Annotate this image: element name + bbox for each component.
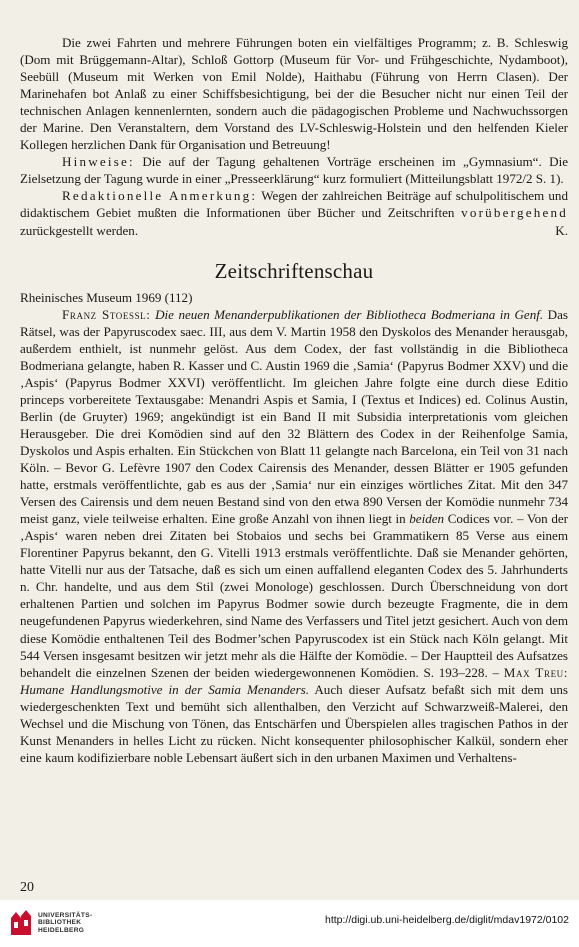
library-name-line-3: HEIDELBERG bbox=[38, 926, 85, 934]
editorial-spaced-word: vorübergehend bbox=[461, 205, 568, 221]
article-review bbox=[20, 306, 568, 766]
editorial-text-b: zurückgestellt werden. bbox=[20, 222, 139, 238]
editorial-text-a: Wegen der zahlreichen Beiträge auf schulpolitischem und didaktischem Gebiet mußten die Informationen über Bücher und Zeitschriften bbox=[20, 188, 568, 221]
title-humane-motives: Humane Handlungsmotive in der Samia Menanders. bbox=[20, 681, 309, 697]
title-menander-publications: Die neuen Menanderpublikationen der Bibliotheca Bodmeriana in Genf. bbox=[155, 306, 544, 322]
page-number: 20 bbox=[20, 880, 34, 895]
library-name-line-1: UNIVERSITÄTS- bbox=[38, 912, 93, 919]
emphasis-beiden: beiden bbox=[409, 511, 445, 527]
author-stoessl: Franz Stoessl: bbox=[62, 306, 151, 322]
review-body-2: Codices vor. – Von der ‚Aspis‘ waren neben drei Zitaten bei Stobaios und sechs bei Grammatikern 85 Verse aus einem Florentiner Papyrus bekannt, den G. Vitelli 1913 erstmals veröffentlichte. Daß sie Menander gehörten, hatte Vitelli nur aus der Tatsache, daß es sich um einen auffallend eleganten Codex des 5. Jahrhunderts n. Chr. handelte, und aus dem Stil (zwei Monologe) geschlossen. Durch Überschneidung von dort erhaltenen Partien und solchen im Papyrus Bodmer sowie durch bezeugte Fragmente, die in dem neugefundenen Papyrus wiederkehren, sind Name des Verfassers und Titel jetzt gesichert. Auch von dem diese Komödie enthaltenen Teil des Bodmer’schen Papyruscodex ist ein Stück nach Köln gelangt. Mit 544 Versen insgesamt besitzen wir jetzt mehr als die Hälfte der Komödie. – Der Hauptteil des Aufsatzes behandelt die einzelnen Szenen der beiden wiedergewonnenen Komödien. S. 193–228. – bbox=[20, 511, 568, 680]
author-treu: Max Treu: bbox=[503, 664, 569, 680]
editorial-signature: K. bbox=[555, 222, 568, 238]
review-body-3: Auch dieser Aufsatz befaßt sich mit dem uns wiedergeschenkten Text und bemüht sich allenthalben, den Verzicht auf Schwarzweiß-Malerei, den Wechsel und die Mischung von Tönen, das Entschärfen und Überspielen alles tragischen Pathos in der Kunst Menanders in helles Licht zu rücken. Nicht konsequenter philosophischer Kalkül, sondern eher eine kaum kodifizierbare noble Lebensart äußert sich in den urbanen Maximen und Verhaltens- bbox=[20, 681, 568, 765]
paragraph-notes bbox=[20, 153, 568, 187]
paragraph-editorial-note bbox=[20, 187, 568, 238]
notes-text: Die auf der Tagung gehaltenen Vorträge erscheinen im „Gymnasium“. Die Zielsetzung der Tagung wurde in einer „Presseerklärung“ kurz formuliert (Mitteilungsblatt 1972/2 S. 1). bbox=[20, 154, 568, 187]
university-library-logo-icon bbox=[8, 908, 34, 938]
notes-label: Hinweise: bbox=[62, 154, 135, 170]
library-footer bbox=[0, 900, 579, 947]
review-body-1: Das Rätsel, was der Papyruscodex saec. III, aus dem V. Martin 1958 den Dyskolos des Menander herausgab, außerdem enthielt, ist nunmehr gelöst. Aus dem Codex, der fast vollständig in die Bibliotheca Bodmeriana gelangte, haben R. Kasser und C. Austin 1969 die ‚Samia‘ (Papyrus Bodmer XXV) und die ‚Aspis‘ (Papyrus Bodmer XXVI) veröffentlicht. Im gleichen Jahre folgte eine durch diese Editio princeps vorbereitete Textausgabe: Menandri Aspis et Samia, I (Textus et Indices) ed. Colinus Austin, Berlin (de Gruyter) 1969; angekündigt ist ein Band II mit Subsidia interpretationis vom gleichen Herausgeber. Die drei Komödien sind auf den 32 Blättern des Codex in der Reihenfolge Samia, Dyskolos und Aspis erhalten. Ein Stückchen von Blatt 11 gelangte nach Barcelona, ein Teil von 31 nach Köln. – Bevor G. Lefèvre 1907 den Codex Cairensis des Menander, dessen Blätter er 1905 gefunden hatte, erstmals veröffentlichte, gab es aus der ‚Samia‘ nur ein einziges wörtliches Zitat. Mit den 347 Versen des Cairensis und dem neuen Bestand sind von den etwa 890 Versen der Komödie nunmehr 734 meist ganz, viele teilweise erhalten. Eine große Anzahl von ihnen liegt in bbox=[20, 306, 568, 527]
editorial-label: Redaktionelle Anmerkung: bbox=[62, 188, 258, 204]
permalink-url[interactable]: http://digi.ub.uni-heidelberg.de/diglit/mdav1972/0102 bbox=[324, 914, 569, 926]
library-name-line-2: BIBLIOTHEK bbox=[38, 919, 82, 927]
text-column bbox=[20, 34, 568, 766]
library-name bbox=[38, 912, 92, 934]
paragraph-excursions: Die zwei Fahrten und mehrere Führungen boten ein vielfältiges Programm; z. B. Schleswig (Dom mit Brüggemann-Altar), Schloß Gottorp (Museum für Vor- und Frühgeschichte, Nydamboot), Seebüll (Museum mit Werken von Emil Nolde), Haithabu (Führung von Herrn Clasen). Der Marinehafen bot Anlaß zu einer Schiffsbesichtigung, bei der die Besucher nicht nur einen Teil der technischen Anlagen kennenlernten, sondern auch die pädagogischen Probleme und Nachwuchssorgen der Marine. Den Veranstaltern, dem Vorstand des LV-Schleswig-Holstein und den helfenden Kieler Kollegen herzlichen Dank für Organisation und Betreuung! bbox=[20, 35, 568, 153]
journal-subheading: Rheinisches Museum 1969 (112) bbox=[20, 289, 193, 305]
section-heading: Zeitschriftenschau bbox=[214, 258, 374, 283]
